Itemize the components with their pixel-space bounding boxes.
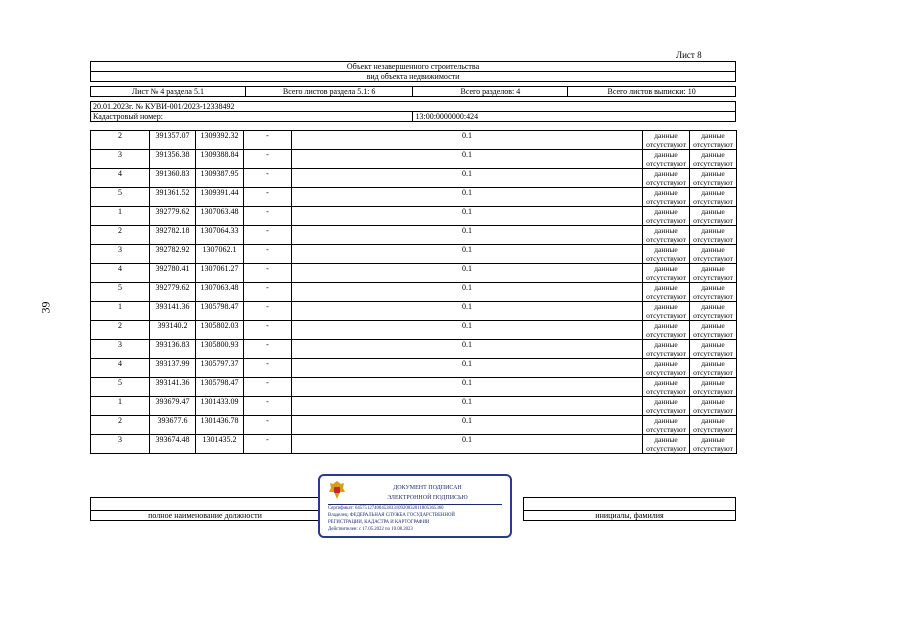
total-section-sheets: Всего листов раздела 5.1: 6 bbox=[245, 87, 413, 97]
stamp-certificate: Сертификат: 6457512740045383310920032811805365360 bbox=[328, 506, 444, 511]
dash-cell: - bbox=[244, 188, 292, 207]
object-subtitle: вид объекта недвижимости bbox=[91, 72, 736, 82]
table-row bbox=[91, 264, 737, 283]
coord-y: 1307063.48 bbox=[196, 283, 244, 302]
data-status-2: данные отсутствуют bbox=[690, 397, 737, 416]
coat-of-arms-icon bbox=[328, 480, 346, 500]
point-number: 3 bbox=[91, 150, 150, 169]
data-status-1: данные отсутствуют bbox=[643, 245, 690, 264]
cadastral-label: Кадастровый номер: bbox=[91, 112, 413, 122]
data-status-2: данные отсутствуют bbox=[690, 416, 737, 435]
coord-x: 391361.52 bbox=[150, 188, 196, 207]
coord-y: 1309392.32 bbox=[196, 131, 244, 150]
point-number: 2 bbox=[91, 321, 150, 340]
point-number: 3 bbox=[91, 340, 150, 359]
data-status-2: данные отсутствуют bbox=[690, 188, 737, 207]
dash-cell: - bbox=[244, 397, 292, 416]
cadastral-value: 13:00:0000000:424 bbox=[413, 112, 736, 122]
dash-cell: - bbox=[244, 150, 292, 169]
coord-y: 1301435.2 bbox=[196, 435, 244, 454]
table-row bbox=[91, 359, 737, 378]
dash-cell: - bbox=[244, 264, 292, 283]
dash-cell: - bbox=[244, 359, 292, 378]
coord-y: 1301436.78 bbox=[196, 416, 244, 435]
stamp-details bbox=[328, 505, 455, 533]
data-status-2: данные отсутствуют bbox=[690, 150, 737, 169]
accuracy: 0.1 bbox=[292, 169, 643, 188]
coord-y: 1305797.37 bbox=[196, 359, 244, 378]
accuracy: 0.1 bbox=[292, 226, 643, 245]
coord-x: 393136.83 bbox=[150, 340, 196, 359]
accuracy: 0.1 bbox=[292, 150, 643, 169]
coord-x: 392779.62 bbox=[150, 207, 196, 226]
sheet-label: Лист 8 bbox=[676, 50, 702, 60]
dash-cell: - bbox=[244, 169, 292, 188]
stamp-validity: Действителен: с 17.05.2022 по 10.08.2023 bbox=[328, 527, 413, 532]
data-status-1: данные отсутствуют bbox=[643, 321, 690, 340]
coord-x: 392782.92 bbox=[150, 245, 196, 264]
point-number: 5 bbox=[91, 378, 150, 397]
stamp-title-line1: ДОКУМЕНТ ПОДПИСАН bbox=[393, 485, 462, 491]
coord-y: 1307064.33 bbox=[196, 226, 244, 245]
data-status-2: данные отсутствуют bbox=[690, 359, 737, 378]
dash-cell: - bbox=[244, 416, 292, 435]
data-status-1: данные отсутствуют bbox=[643, 264, 690, 283]
table-row bbox=[91, 131, 737, 150]
position-field bbox=[90, 497, 320, 521]
coord-x: 393140.2 bbox=[150, 321, 196, 340]
data-status-2: данные отсутствуют bbox=[690, 207, 737, 226]
data-status-2: данные отсутствуют bbox=[690, 169, 737, 188]
dash-cell: - bbox=[244, 302, 292, 321]
accuracy: 0.1 bbox=[292, 340, 643, 359]
position-caption: полное наименование должности bbox=[91, 510, 319, 520]
table-row bbox=[91, 302, 737, 321]
data-status-1: данные отсутствуют bbox=[643, 359, 690, 378]
coord-x: 393677.6 bbox=[150, 416, 196, 435]
coord-y: 1309388.84 bbox=[196, 150, 244, 169]
coord-x: 392780.41 bbox=[150, 264, 196, 283]
point-number: 3 bbox=[91, 245, 150, 264]
accuracy: 0.1 bbox=[292, 416, 643, 435]
dash-cell: - bbox=[244, 340, 292, 359]
table-row bbox=[91, 226, 737, 245]
dash-cell: - bbox=[244, 321, 292, 340]
total-extract-sheets: Всего листов выписки: 10 bbox=[568, 87, 736, 97]
data-status-1: данные отсутствуют bbox=[643, 150, 690, 169]
dash-cell: - bbox=[244, 378, 292, 397]
accuracy: 0.1 bbox=[292, 321, 643, 340]
data-status-1: данные отсутствуют bbox=[643, 188, 690, 207]
coord-y: 1305802.03 bbox=[196, 321, 244, 340]
data-status-1: данные отсутствуют bbox=[643, 169, 690, 188]
coord-y: 1309387.95 bbox=[196, 169, 244, 188]
point-number: 4 bbox=[91, 264, 150, 283]
header-table bbox=[90, 61, 736, 122]
point-number: 5 bbox=[91, 283, 150, 302]
accuracy: 0.1 bbox=[292, 397, 643, 416]
name-field bbox=[523, 497, 736, 521]
dash-cell: - bbox=[244, 283, 292, 302]
stamp-owner-line1: Владелец: ФЕДЕРАЛЬНАЯ СЛУЖБА ГОСУДАРСТВЕННОЙ bbox=[328, 513, 455, 518]
table-row bbox=[91, 340, 737, 359]
coord-y: 1305798.47 bbox=[196, 378, 244, 397]
date-reference: 20.01.2023г. № КУВИ-001/2023-12338492 bbox=[91, 102, 736, 112]
accuracy: 0.1 bbox=[292, 359, 643, 378]
data-status-2: данные отсутствуют bbox=[690, 302, 737, 321]
data-status-2: данные отсутствуют bbox=[690, 435, 737, 454]
dash-cell: - bbox=[244, 131, 292, 150]
data-status-1: данные отсутствуют bbox=[643, 226, 690, 245]
point-number: 1 bbox=[91, 397, 150, 416]
coord-x: 393679.47 bbox=[150, 397, 196, 416]
accuracy: 0.1 bbox=[292, 435, 643, 454]
data-status-2: данные отсутствуют bbox=[690, 283, 737, 302]
stamp-title-line2: ЭЛЕКТРОННОЙ ПОДПИСЬЮ bbox=[387, 495, 468, 501]
data-status-1: данные отсутствуют bbox=[643, 302, 690, 321]
coord-y: 1301433.09 bbox=[196, 397, 244, 416]
coord-x: 393674.48 bbox=[150, 435, 196, 454]
data-status-2: данные отсутствуют bbox=[690, 226, 737, 245]
coord-x: 391357.07 bbox=[150, 131, 196, 150]
data-status-2: данные отсутствуют bbox=[690, 378, 737, 397]
point-number: 2 bbox=[91, 416, 150, 435]
point-number: 2 bbox=[91, 226, 150, 245]
coord-x: 393141.36 bbox=[150, 378, 196, 397]
data-status-1: данные отсутствуют bbox=[643, 416, 690, 435]
table-row bbox=[91, 416, 737, 435]
coord-y: 1307063.48 bbox=[196, 207, 244, 226]
dash-cell: - bbox=[244, 207, 292, 226]
data-status-1: данные отсутствуют bbox=[643, 397, 690, 416]
coord-y: 1309391.44 bbox=[196, 188, 244, 207]
data-status-1: данные отсутствуют bbox=[643, 207, 690, 226]
data-status-2: данные отсутствуют bbox=[690, 131, 737, 150]
dash-cell: - bbox=[244, 245, 292, 264]
point-number: 2 bbox=[91, 131, 150, 150]
data-status-2: данные отсутствуют bbox=[690, 321, 737, 340]
stamp-owner-line2: РЕГИСТРАЦИИ, КАДАСТРА И КАРТОГРАФИИ bbox=[328, 520, 430, 525]
data-status-1: данные отсутствуют bbox=[643, 131, 690, 150]
data-status-1: данные отсутствуют bbox=[643, 340, 690, 359]
coord-x: 391360.83 bbox=[150, 169, 196, 188]
sheet-section: Лист № 4 раздела 5.1 bbox=[91, 87, 246, 97]
table-row bbox=[91, 207, 737, 226]
coord-x: 393137.99 bbox=[150, 359, 196, 378]
object-title: Объект незавершенного строительства bbox=[91, 62, 736, 72]
point-number: 4 bbox=[91, 359, 150, 378]
coord-x: 392779.62 bbox=[150, 283, 196, 302]
accuracy: 0.1 bbox=[292, 378, 643, 397]
data-status-1: данные отсутствуют bbox=[643, 378, 690, 397]
table-row bbox=[91, 435, 737, 454]
coord-y: 1305798.47 bbox=[196, 302, 244, 321]
accuracy: 0.1 bbox=[292, 264, 643, 283]
coord-y: 1307061.27 bbox=[196, 264, 244, 283]
side-page-number: 39 bbox=[38, 301, 53, 314]
data-status-1: данные отсутствуют bbox=[643, 283, 690, 302]
accuracy: 0.1 bbox=[292, 188, 643, 207]
accuracy: 0.1 bbox=[292, 207, 643, 226]
accuracy: 0.1 bbox=[292, 283, 643, 302]
data-status-2: данные отсутствуют bbox=[690, 264, 737, 283]
table-row bbox=[91, 169, 737, 188]
accuracy: 0.1 bbox=[292, 302, 643, 321]
coord-x: 393141.36 bbox=[150, 302, 196, 321]
name-caption: инициалы, фамилия bbox=[524, 510, 735, 520]
point-number: 4 bbox=[91, 169, 150, 188]
coord-x: 392782.18 bbox=[150, 226, 196, 245]
table-row bbox=[91, 283, 737, 302]
table-row bbox=[91, 188, 737, 207]
table-row bbox=[91, 321, 737, 340]
coord-y: 1307062.1 bbox=[196, 245, 244, 264]
electronic-signature-stamp bbox=[318, 474, 512, 538]
table-row bbox=[91, 378, 737, 397]
point-number: 5 bbox=[91, 188, 150, 207]
data-status-2: данные отсутствуют bbox=[690, 340, 737, 359]
point-number: 1 bbox=[91, 207, 150, 226]
accuracy: 0.1 bbox=[292, 245, 643, 264]
coord-y: 1305800.93 bbox=[196, 340, 244, 359]
point-number: 1 bbox=[91, 302, 150, 321]
table-row bbox=[91, 245, 737, 264]
data-status-2: данные отсутствуют bbox=[690, 245, 737, 264]
coord-x: 391356.38 bbox=[150, 150, 196, 169]
point-number: 3 bbox=[91, 435, 150, 454]
table-row bbox=[91, 397, 737, 416]
coordinates-table bbox=[90, 130, 737, 454]
accuracy: 0.1 bbox=[292, 131, 643, 150]
table-row bbox=[91, 150, 737, 169]
data-status-1: данные отсутствуют bbox=[643, 435, 690, 454]
dash-cell: - bbox=[244, 435, 292, 454]
total-sections: Всего разделов: 4 bbox=[413, 87, 568, 97]
dash-cell: - bbox=[244, 226, 292, 245]
